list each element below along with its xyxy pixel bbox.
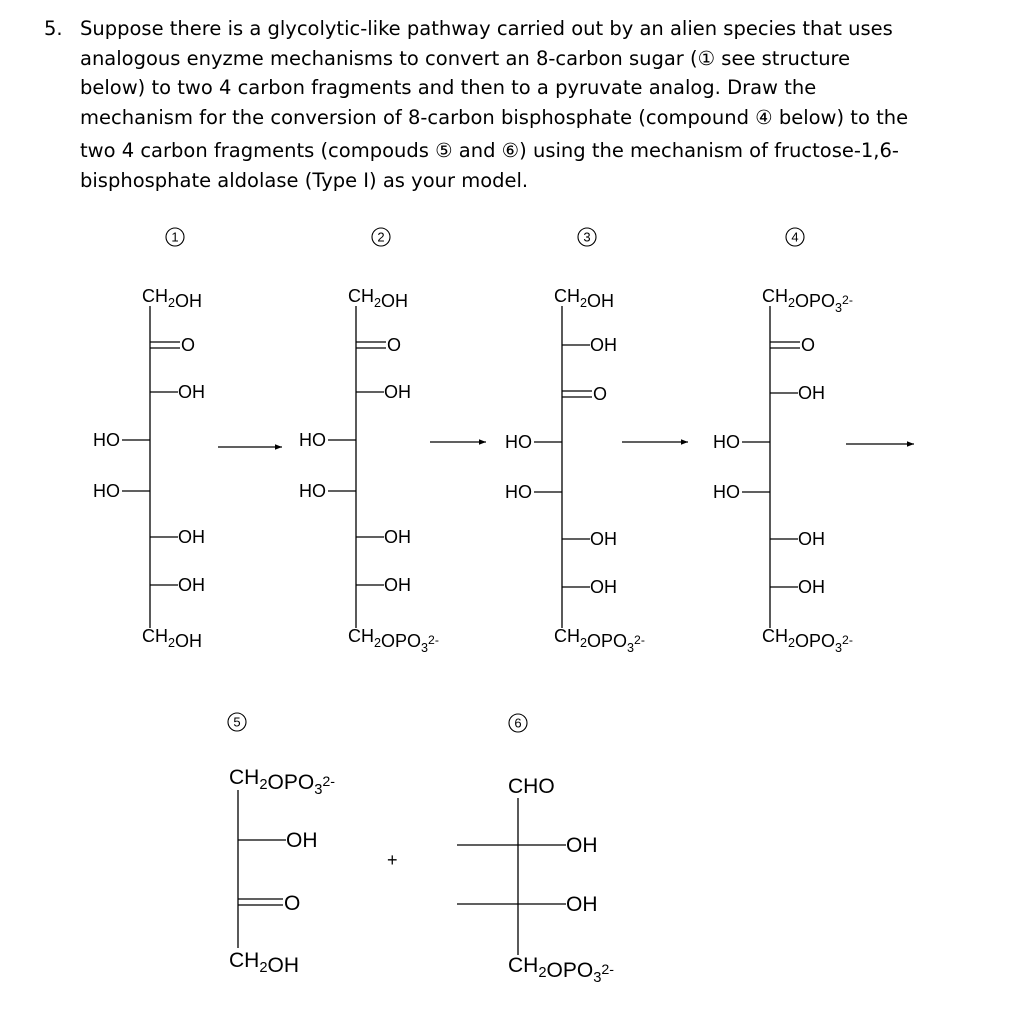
compound-number: 3 — [583, 229, 591, 245]
compound-number-badge — [166, 228, 184, 246]
hydroxyl-label: HO — [299, 481, 326, 501]
compound-number: 1 — [171, 229, 179, 245]
bottom-group: $CH_2OH$ — [142, 626, 203, 651]
question-line: below) to two 4 carbon fragments and then to a pyruvate analog. Draw the — [80, 76, 817, 99]
hydroxyl-label: HO — [505, 482, 532, 502]
compound-number: 6 — [514, 715, 522, 731]
question-number: 5. — [44, 17, 63, 40]
compound-4 — [713, 228, 853, 655]
bottom-group: $CH_2OPO_3^{2-}$ — [508, 954, 615, 986]
hydroxyl-label: HO — [299, 430, 326, 450]
hydroxyl-label: OH — [590, 577, 617, 597]
hydroxyl-label: OH — [566, 893, 598, 916]
question-line: bisphosphate aldolase (Type I) as your model. — [80, 168, 529, 192]
bottom-group: $CH_2OH$ — [229, 949, 300, 977]
hydroxyl-label: OH — [286, 829, 318, 852]
hydroxyl-label: HO — [93, 430, 120, 450]
hydroxyl-label: OH — [178, 382, 205, 402]
compound-number-badge — [228, 713, 246, 731]
top-group: $CH_2OH$ — [142, 286, 203, 311]
bottom-group: $CH_2OPO_3^{2-}$ — [348, 626, 439, 655]
hydroxyl-label: OH — [384, 527, 411, 547]
hydroxyl-label: HO — [93, 481, 120, 501]
hydroxyl-label: OH — [178, 527, 205, 547]
compound-5 — [228, 713, 335, 977]
aldehyde-group: CHO — [508, 775, 555, 798]
compound-number-badge — [372, 228, 390, 246]
hydroxyl-label: OH — [384, 382, 411, 402]
question-line: mechanism for the conversion of 8-carbon bisphosphate (compound ④ below) to the — [80, 105, 909, 129]
hydroxyl-label: OH — [798, 577, 825, 597]
compound-number: 5 — [233, 714, 241, 730]
hydroxyl-label: OH — [178, 575, 205, 595]
carbonyl-oxygen: O — [284, 892, 301, 915]
compound-number: 2 — [377, 229, 385, 245]
hydroxyl-label: OH — [384, 575, 411, 595]
top-group: $CH_2OPO_3^{2-}$ — [229, 766, 336, 798]
compound-number-badge — [786, 228, 804, 246]
hydroxyl-label: OH — [798, 529, 825, 549]
top-group: $CH_2OPO_3^{2-}$ — [762, 286, 853, 315]
hydroxyl-label: HO — [505, 432, 532, 452]
hydroxyl-label: OH — [798, 383, 825, 403]
carbonyl-oxygen: O — [181, 335, 196, 355]
compound-number-badge — [578, 228, 596, 246]
compound-number-badge — [509, 714, 527, 732]
hydroxyl-label: OH — [590, 529, 617, 549]
question-line: two 4 carbon fragments (compouds ⑤ and ⑥) using the mechanism of fructose-1,6- — [80, 139, 899, 162]
compound-2 — [299, 228, 439, 655]
carbonyl-oxygen: O — [387, 335, 402, 355]
carbonyl-oxygen: O — [801, 335, 816, 355]
hydroxyl-label: OH — [566, 834, 598, 857]
compound-6 — [457, 714, 614, 986]
hydroxyl-label: OH — [590, 335, 617, 355]
compound-1 — [93, 228, 205, 651]
carbonyl-oxygen: O — [593, 384, 608, 404]
question-line: Suppose there is a glycolytic-like pathway carried out by an alien species that uses — [80, 17, 893, 40]
bottom-group: $CH_2OPO_3^{2-}$ — [554, 626, 645, 655]
plus-sign: + — [387, 850, 398, 870]
question-line: analogous enyzme mechanisms to convert an 8-carbon sugar (① see structure — [80, 46, 851, 70]
top-group: $CH_2OH$ — [348, 286, 409, 311]
bottom-group: $CH_2OPO_3^{2-}$ — [762, 626, 853, 655]
hydroxyl-label: HO — [713, 482, 740, 502]
top-group: $CH_2OH$ — [554, 286, 615, 311]
hydroxyl-label: HO — [713, 432, 740, 452]
compound-number: 4 — [791, 229, 799, 245]
